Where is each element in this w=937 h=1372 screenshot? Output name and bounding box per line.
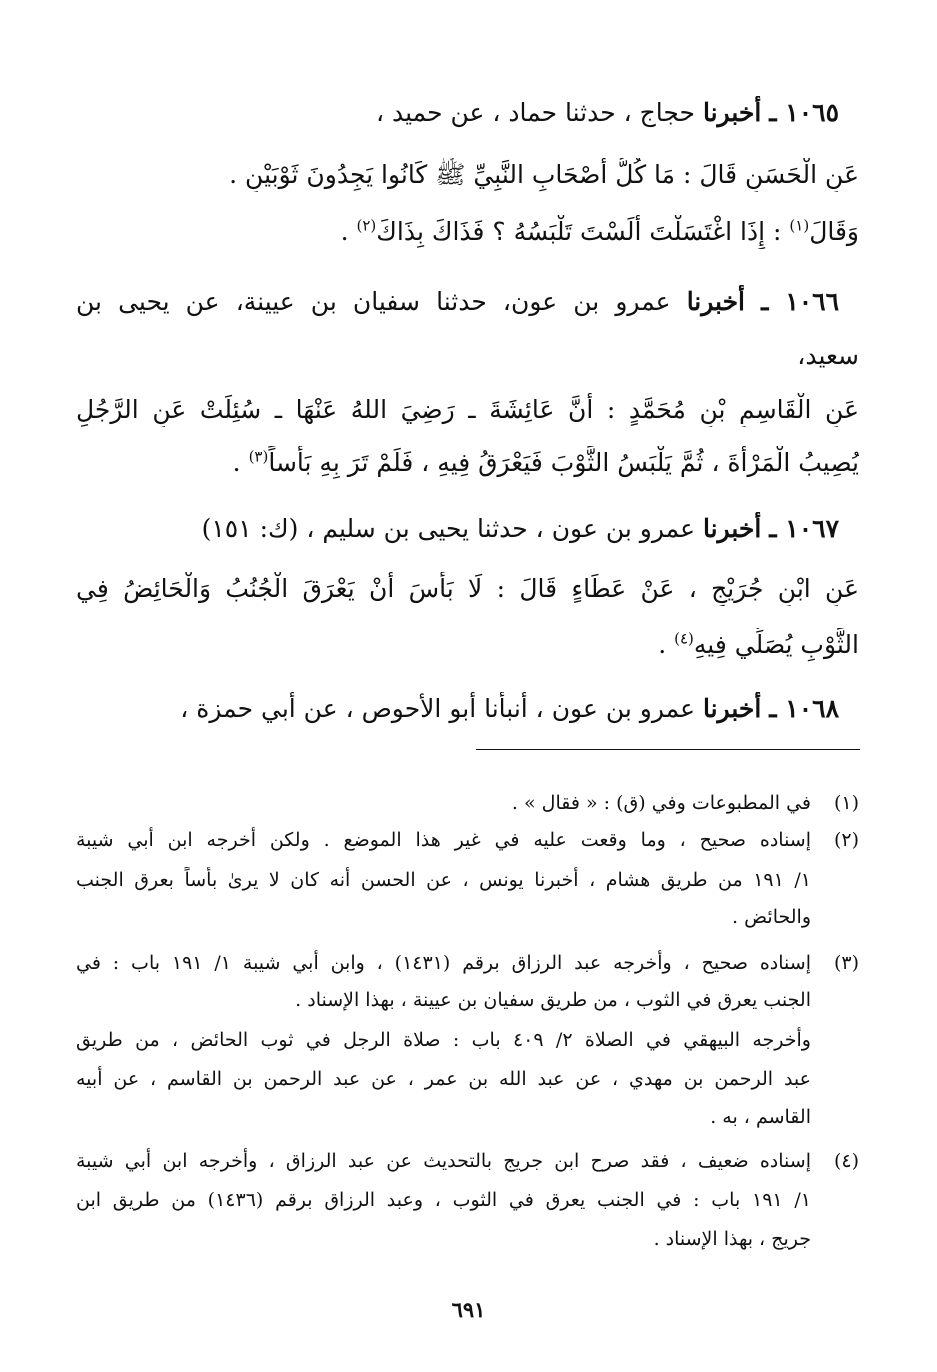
footnote-ref-3: (٣) <box>248 447 269 466</box>
matn-text: : إِذَا اغْتَسَلْتَ أَلَسْتَ تَلْبَسُهُ ؟ فَذَاكَ بِذَاكَ <box>376 217 790 246</box>
footnote-3-line-2: الجنب يعرق في الثوب ، من طريق سفيان بن عيينة ، بهذا الإسناد . <box>295 989 811 1011</box>
footnote-2-line-2: ١/ ١٩١ من طريق هشام ، أخبرنا يونس ، عن الحسن أنه كان لا يرىٰ بأساً بعرق الجنب <box>76 869 811 891</box>
hadith-lead: أخبرنا <box>702 694 762 723</box>
matn-text: وَقَالَ <box>809 217 859 246</box>
footnote-number: (٤) <box>833 1150 859 1172</box>
hadith-1067-heading <box>56 512 839 546</box>
hadith-lead: أخبرنا <box>686 287 746 316</box>
footnote-number: (١) <box>833 792 859 814</box>
page-number: ٦٩١ <box>451 1297 486 1322</box>
matn-text: الثَّوْبِ يُصَلِّي فِيهِ <box>693 630 859 659</box>
footnote-2-line-1: إسناده صحيح ، وما وقعت عليه في غير هذا الموضع . ولكن أخرجه ابن أبي شيبة <box>76 829 811 851</box>
footnote-2-line-3: والحائض . <box>732 906 811 928</box>
hadith-1065-heading <box>56 96 839 130</box>
hadith-number: ١٠٦٦ ـ <box>761 287 839 316</box>
footnote-3-line-5: القاسم ، به . <box>710 1106 811 1128</box>
footnote-4-line-2: ١/ ١٩١ باب : في الجنب يعرق في الثوب ، وعبد الرزاق برقم (١٤٣٦) من طريق ابن <box>76 1189 811 1211</box>
footnote-3-line-4: عبد الرحمن بن مهدي ، عن عبد الله بن عمر ، عن عبد الرحمن بن القاسم ، عن أبيه <box>76 1068 811 1090</box>
footnote-number: (٣) <box>833 952 859 974</box>
hadith-lead: أخبرنا <box>702 514 762 543</box>
hadith-1065-matn-line-2 <box>76 215 859 249</box>
hadith-1068-heading <box>56 692 839 726</box>
footnote-ref-4: (٤) <box>674 629 694 648</box>
hadith-number: ١٠٦٧ ـ <box>769 514 839 543</box>
hadith-number: ١٠٦٥ ـ <box>769 98 839 127</box>
footnote-separator <box>476 749 860 750</box>
hadith-1066-heading <box>76 285 839 319</box>
hadith-1067-matn-line-1: عَنِ ابْنِ جُرَيْجٍ ، عَنْ عَطَاءٍ قَالَ : لَا بَأْسَ أَنْ يَعْرَقَ الْجُنُبُ وَالْحَائِضُ فِي <box>76 574 859 603</box>
matn-text: . <box>232 448 249 477</box>
footnote-number: (٢) <box>833 829 859 851</box>
hadith-isnad: عمرو بن عون، حدثنا سفيان بن عيينة، عن يحيى بن <box>76 287 671 316</box>
matn-text: . <box>340 217 357 246</box>
hadith-isnad: عمرو بن عون ، حدثنا يحيى بن سليم ، (ك: ١٥١) <box>201 514 696 543</box>
hadith-1066-isnad-cont: سعيد، <box>797 341 859 370</box>
hadith-1065-matn-line-1: عَنِ الْحَسَنِ قَالَ : مَا كُلُّ أَصْحَابِ النَّبِيِّ ﷺ كَانُوا يَجِدُونَ ثَوْبَيْنِ . <box>229 160 859 189</box>
matn-text: يُصِيبُ الْمَرْأَةَ ، ثُمَّ يَلْبَسُ الثَّوْبَ فَيَعْرَقُ فِيهِ ، فَلَمْ تَرَ بِهِ بَأْساً <box>268 448 859 477</box>
footnote-3-line-1: إسناده صحيح ، وأخرجه عبد الرزاق برقم (١٤٣١) ، وابن أبي شيبة ١/ ١٩١ باب : في <box>76 952 811 974</box>
hadith-1067-matn-line-2 <box>76 628 859 662</box>
footnote-4-line-3: جريج ، بهذا الإسناد . <box>653 1228 811 1250</box>
matn-text: . <box>658 630 675 659</box>
hadith-isnad: عمرو بن عون ، أنبأنا أبو الأحوص ، عن أبي حمزة ، <box>180 694 696 723</box>
hadith-isnad: حجاج ، حدثنا حماد ، عن حميد ، <box>375 98 696 127</box>
footnote-1-line-1: في المطبوعات وفي (ق) : « فقال » . <box>511 792 811 814</box>
hadith-1066-matn-line-2 <box>76 446 859 480</box>
hadith-1066-matn-line-1: عَنِ الْقَاسِمِ بْنِ مُحَمَّدٍ : أَنَّ عَائِشَةَ ـ رَضِيَ اللهُ عَنْهَا ـ سُئِلَتْ عَنِ الرَّجُلِ <box>76 395 859 424</box>
footnote-ref-2: (٢) <box>356 216 377 235</box>
hadith-lead: أخبرنا <box>702 98 762 127</box>
footnote-4-line-1: إسناده ضعيف ، فقد صرح ابن جريج بالتحديث عن عبد الرزاق ، وأخرجه ابن أبي شيبة <box>76 1150 811 1172</box>
hadith-number: ١٠٦٨ ـ <box>769 694 839 723</box>
footnote-ref-1: (١) <box>789 216 810 235</box>
footnote-3-line-3: وأخرجه البيهقي في الصلاة ٢/ ٤٠٩ باب : صلاة الرجل في ثوب الحائض ، من طريق <box>76 1029 811 1051</box>
